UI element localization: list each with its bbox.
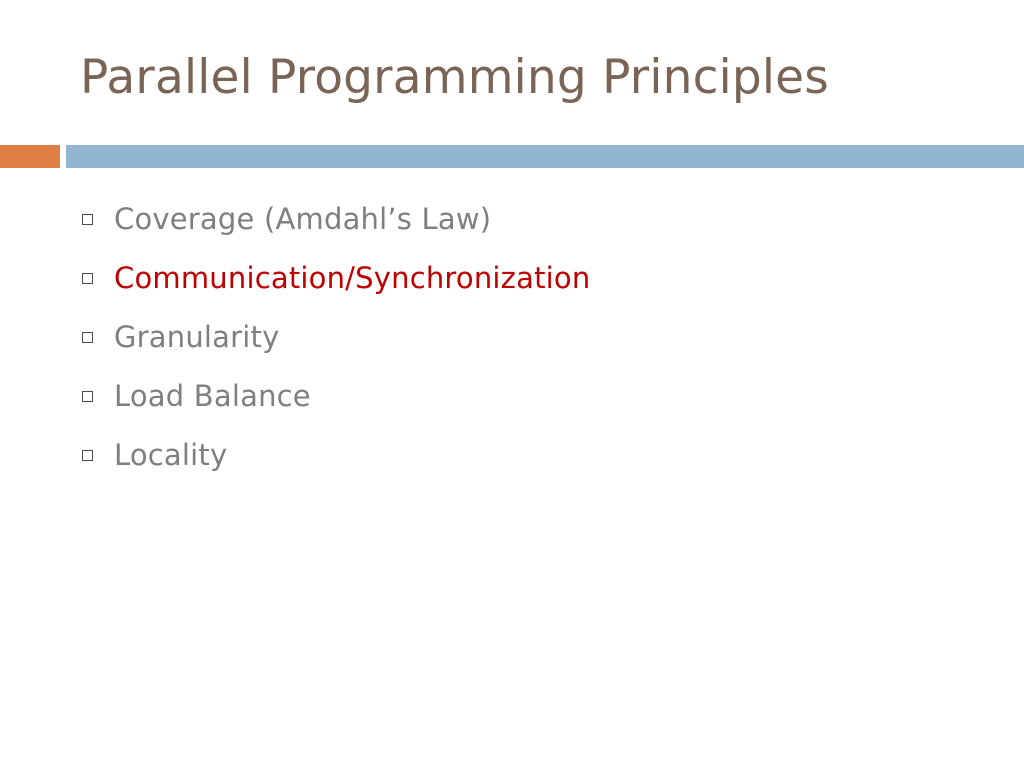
title-accent-bar bbox=[0, 145, 60, 168]
bullet-item-coverage bbox=[82, 190, 590, 249]
bullet-item-granularity bbox=[82, 308, 590, 367]
bullet-list bbox=[82, 190, 590, 485]
square-bullet-icon bbox=[82, 391, 93, 402]
bullet-item-locality bbox=[82, 426, 590, 485]
slide-title: Parallel Programming Principles bbox=[80, 50, 829, 105]
bullet-text: Load Balance bbox=[114, 379, 311, 413]
bullet-item-communication bbox=[82, 249, 590, 308]
bullet-text: Locality bbox=[114, 438, 228, 472]
bullet-text: Communication/Synchronization bbox=[114, 261, 591, 295]
square-bullet-icon bbox=[82, 273, 93, 284]
square-bullet-icon bbox=[82, 450, 93, 461]
bullet-text: Coverage (Amdahl’s Law) bbox=[114, 202, 492, 236]
title-divider-bar bbox=[66, 145, 1024, 168]
square-bullet-icon bbox=[82, 332, 93, 343]
bullet-text: Granularity bbox=[114, 320, 280, 354]
square-bullet-icon bbox=[82, 214, 93, 225]
bullet-item-load-balance bbox=[82, 367, 590, 426]
